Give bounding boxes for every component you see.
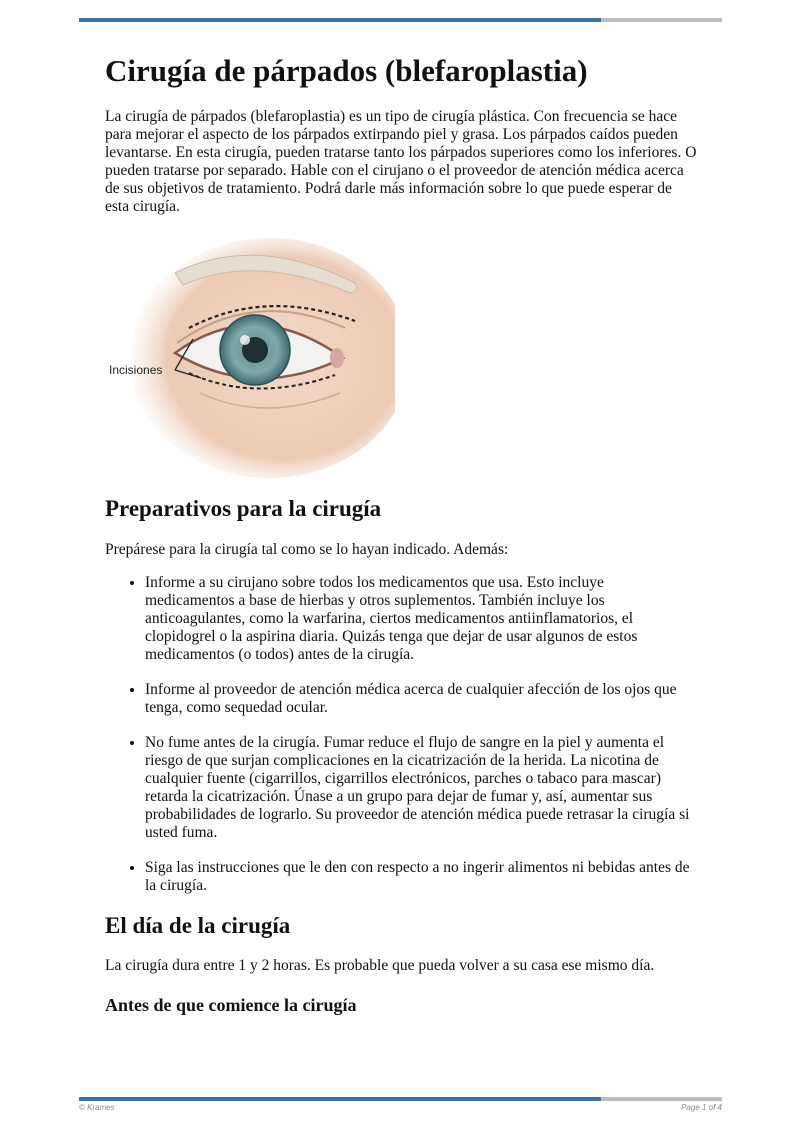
footer-rule <box>79 1097 722 1101</box>
header-rule-rest <box>601 18 722 22</box>
list-item: • Siga las instrucciones que le den con respecto a no ingerir alimentos ni bebidas antes de la cirugía. <box>145 859 697 895</box>
section-heading-surgery-day: El día de la cirugía <box>105 912 291 938</box>
footer-copyright: © Krames <box>79 1103 115 1112</box>
preparation-intro: Prepárese para la cirugía tal como se lo hayan indicado. Además: <box>105 540 509 558</box>
header-rule-accent <box>79 18 601 22</box>
page-title: Cirugía de párpados (blefaroplastia) <box>105 53 588 88</box>
list-item: • Informe a su cirujano sobre todos los medicamentos que usa. Esto incluye medicamentos a base de hierbas y otros suplementos. También incluye los anticoagulantes, como la warfarina, ciertos medicamentos antiinflamatorios, el clopidogrel o la aspirina diaria. Quizás tenga que dejar de usar algunos de estos medicamentos (o todos) antes de la cirugía. <box>145 574 697 664</box>
preparation-list <box>105 574 697 895</box>
footer-rule-rest <box>601 1097 722 1101</box>
document-body <box>105 52 697 1017</box>
section-heading-preparation: Preparativos para la cirugía <box>105 496 382 522</box>
list-item: • No fume antes de la cirugía. Fumar reduce el flujo de sangre en la piel y aumenta el riesgo de que surjan complicaciones en la cicatrización de la herida. La nicotina de cualquier fuente (cigarrillos, cigarrillos electrónicos, parches o tabaco para mascar) retarda la cicatrización. Únase a un grupo para dejar de fumar y, así, aumentar sus probabilidades de lograrlo. Su proveedor de atención médica puede retrasar la cirugía si usted fuma. <box>145 734 697 842</box>
eyelid-surgery-illustration <box>105 233 395 483</box>
eye-highlight-shape <box>240 335 250 345</box>
tear-duct-shape <box>330 348 344 368</box>
footer-page-number: Page 1 of 4 <box>681 1103 722 1112</box>
subheading-before-surgery: Antes de que comience la cirugía <box>105 995 357 1016</box>
surgery-day-text: La cirugía dura entre 1 y 2 horas. Es probable que pueda volver a su casa ese mismo día. <box>105 957 655 975</box>
incisions-label: Incisiones <box>109 363 163 378</box>
footer-rule-accent <box>79 1097 601 1101</box>
header-rule <box>79 18 722 22</box>
list-item: • Informe al proveedor de atención médica acerca de cualquier afección de los ojos que tenga, como sequedad ocular. <box>145 681 697 717</box>
intro-paragraph: La cirugía de párpados (blefaroplastia) es un tipo de cirugía plástica. Con frecuencia se hace para mejorar el aspecto de los párpados extirpando piel y grasa. Los párpados caídos pueden levantarse. En esta cirugía, pueden tratarse tanto los párpados superiores como los inferiores. O pueden tratarse por separado. Hable con el cirujano o el proveedor de atención médica acerca de sus objetivos de tratamiento. Podrá darle más información sobre lo que puede esperar de esta cirugía. <box>105 108 697 216</box>
